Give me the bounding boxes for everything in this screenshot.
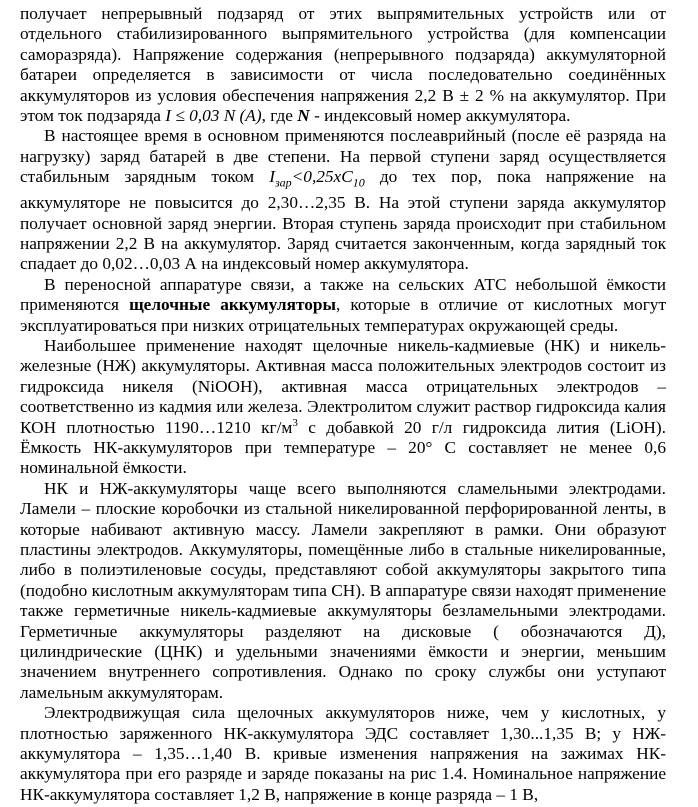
paragraph-nickel-batteries [20, 336, 666, 479]
paragraph-text: получает непрерывный подзаряд от этих выпрямительных устройств или от отдельного стабилизированного выпрямительного устройства (для компенсации саморазряда). Напряжение содержания (непрерывного подзаряда) аккумуляторной батареи определяется в зависимости от числа последовательно соединённых аккумуляторов из условия обеспечения напряжения 2,2 В ± 2 % на аккумулятор. При этом ток подзаряда [20, 4, 666, 126]
paragraph-text: с добавкой 20 г/л гидроксида лития (LiOH). Ёмкость НК-аккумуляторов при температуре – 20° С составляет не менее 0,6 номинальной ёмкости. [20, 417, 666, 478]
paragraph-charging-stages [20, 126, 666, 274]
paragraph-continuation [20, 4, 666, 126]
paragraph-text: , где [261, 106, 298, 126]
paragraph-text: до тех пор, пока напряжение на аккумуляторе не повысится до 2,30…2,35 В. На этой ступени заряда аккумулятор получает основной заряд энергии. Вторая ступень заряда происходит при стабильном напряжении 2,2 В на аккумулятор. Заряд считается законченным, когда зарядный ток спадает до 0,02…0,03 А на индексовый номер аккумулятора. [20, 167, 667, 274]
paragraph-text: Наибольшее применение находят щелочные никель-кадмиевые (НК) и никель-железные (НЖ) аккумуляторы. Активная масса положительных электродов состоит из гидроксида никеля (NiOOH), активная масса отрицательных электродов – соответственно из кадмия или железа. Электролитом служит раствор гидроксида калия КОН плотностью 1190…1210 кг/м [20, 335, 666, 437]
paragraph-text: - индексовый номер аккумулятора. [309, 106, 571, 126]
paragraph-text: Электродвижущая сила щелочных аккумуляторов ниже, чем у кислотных, у плотностью заряженного НК-аккумулятора ЭДС составляет 1,30...1,35 В; у НЖ-аккумулятора – 1,35…1,40 В. кривые изменения напряжения на зажимах НК-аккумулятора при его разряде и заряде показаны на рис 1.4. Номинальное напряжение НК-аккумулятора составляет 1,2 В, напряжение в конце разряда – 1 В, [20, 703, 666, 804]
document-page [20, 0, 666, 805]
paragraph-text: В переносной аппаратуре связи, а также на сельских АТС небольшой ёмкости применяются [20, 274, 666, 315]
paragraph-alkaline-intro [20, 275, 666, 336]
paragraph-text: НК и НЖ-аккумуляторы чаще всего выполняются сламельными электродами. Ламели – плоские коробочки из стальной никелированной перфорированной ленты, в которые набивают активную массу. Ламели закрепляют в рамки. Они образуют пластины электродов. Аккумуляторы, помещённые либо в стальные никелированные, либо в полиэтиленовые сосуды, представляют собой аккумуляторы закрытого типа (подобно кислотным аккумуляторам типа СН). В аппаратуре связи находят применение также герметичные никель-кадмиевые аккумуляторы безламельными электродами. Герметичные аккумуляторы разделяют на дисковые ( обозначаются Д), цилиндрические (ЦНК) и удельными значениями ёмкости и энергии, меньшим значением внутреннего сопротивления. Однако по сроку службы они уступают ламельным аккумуляторам. [20, 478, 666, 702]
paragraph-lamellar-electrodes [20, 479, 666, 703]
variable-n: N [297, 106, 310, 126]
float-current-formula: I ≤ 0,03 N (A) [165, 106, 262, 126]
paragraph-text: , которые в отличие от кислотных могут эксплуатироваться при низких отрицательных температурах окружающей среды. [20, 295, 666, 335]
paragraph-text: В настоящее время в основном применяются послеаврийный (после её разряда на нагрузку) заряд батарей в две степени. На первой ступени заряд осуществляется стабильным зарядным током [20, 126, 666, 187]
superscript: 3 [292, 416, 298, 429]
paragraph-emf [20, 703, 666, 805]
bold-term: щелочные аккумуляторы [129, 295, 336, 315]
charge-current-formula: $I_{зар}<0,25xC_{10}$ [269, 167, 365, 190]
